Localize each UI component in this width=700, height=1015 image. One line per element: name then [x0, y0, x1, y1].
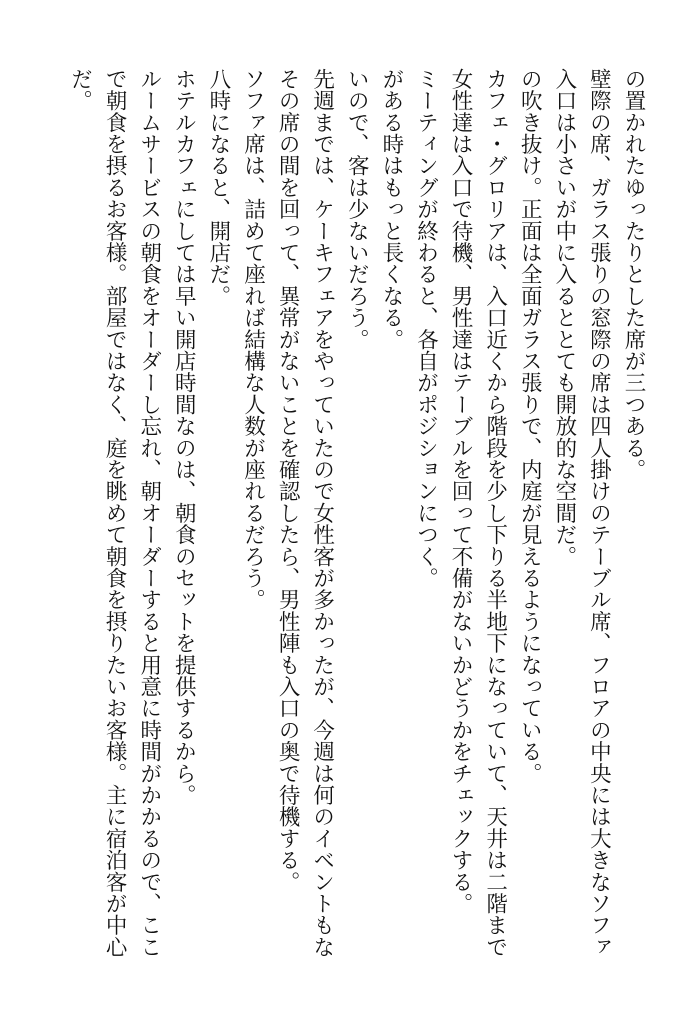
- text-line: の置かれたゆったりとした席が三つある。: [621, 68, 646, 481]
- text-line: 壁際の席、ガラス張りの窓際の席は四人掛けのテーブル席、フロアの中央には大きなソファ: [586, 68, 612, 958]
- text-line: 八時になると、開店だ。: [205, 68, 231, 307]
- text-line: その席の間を回って、異常がないことを確認したら、男性陣も入口の奥で待機する。: [275, 68, 301, 893]
- text-line: だ。: [67, 68, 93, 112]
- text-line: がある時はもっと長くなる。: [378, 68, 404, 351]
- text-line: ミーティングが終わると、各自がポジションにつく。: [413, 68, 439, 589]
- text-line: ソファ席は、詰めて座れば結構な人数が座れるだろう。: [240, 68, 266, 611]
- text-line: 女性達は入口で待機、男性達はテーブルを回って不備がないかどうかをチェックする。: [448, 68, 474, 915]
- text-line: で朝食を摂るお客様。部屋ではなく、庭を眺めて朝食を摂りたいお客様。主に宿泊客が中心: [102, 68, 128, 958]
- text-line: カフェ・グロリアは、入口近くから階段を少し下りる半地下になっていて、天井は二階まで: [482, 68, 508, 958]
- text-line: いので、客は少ないだろう。: [344, 68, 370, 351]
- text-line: 入口は小さいが中に入るととても開放的な空間だ。: [551, 68, 577, 568]
- text-line: の吹き抜け。正面は全面ガラス張りで、内庭が見えるようになっている。: [517, 68, 543, 785]
- text-line: 先週までは、ケーキフェアをやっていたので女性客が多かったが、今週は何のイベントもな: [309, 68, 335, 958]
- text-line: ルームサービスの朝食をオーダーし忘れ、朝オーダーすると用意に時間がかかるので、ここ: [136, 68, 162, 958]
- vertical-text-body: [62, 68, 650, 968]
- text-line: ホテルカフェにしては早い開店時間なのは、朝食のセットを提供するから。: [171, 68, 197, 806]
